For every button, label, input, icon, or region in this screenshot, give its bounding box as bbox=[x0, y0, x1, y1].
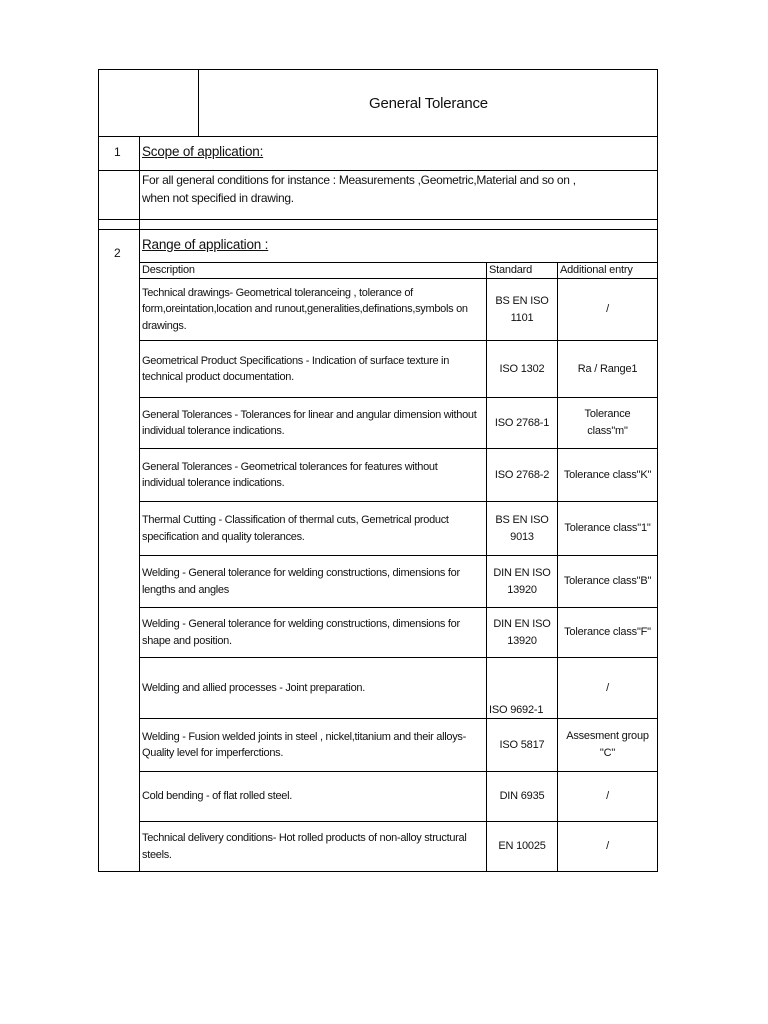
document-title: General Tolerance bbox=[369, 94, 488, 112]
section-2-heading: Range of application : bbox=[142, 237, 269, 252]
title-divider bbox=[198, 69, 199, 137]
title-bottom-line bbox=[98, 136, 658, 137]
scope-bottom-line bbox=[98, 219, 658, 220]
row-7-description: Welding - General tolerance for welding constructions, dimensions for shape and position. bbox=[142, 618, 460, 647]
row-6-additional: Tolerance class"B" bbox=[563, 575, 652, 587]
row-2-description: Geometrical Product Specifications - Indication of surface texture in technical product documentation. bbox=[142, 354, 450, 383]
row-9-description: Welding - Fusion welded joints in steel , nickel,titanium and their alloys- Quality level for imperferctions. bbox=[142, 730, 466, 759]
header-description: Description bbox=[142, 264, 195, 276]
row-4-additional: Tolerance class"K" bbox=[563, 468, 652, 481]
row-10-description: Cold bending - of flat rolled steel. bbox=[142, 790, 293, 803]
row-5-standard: BS EN ISO 9013 bbox=[495, 513, 549, 543]
row-9-additional: Assesment group "C" bbox=[566, 730, 649, 759]
scope-text-line-1: For all general conditions for instance : Measurements ,Geometric,Material and so on , bbox=[142, 173, 576, 187]
row-11-additional: / bbox=[606, 840, 609, 852]
row-11-description: Technical delivery conditions- Hot rolled products of non-alloy structural steels. bbox=[142, 832, 467, 861]
row-1-standard: BS EN ISO 1101 bbox=[495, 294, 549, 324]
row-4-description: General Tolerances - Geometrical tolerances for features without individual tolerance indications. bbox=[142, 460, 438, 489]
row-3-description: General Tolerances - Tolerances for linear and angular dimension without individual tolerance indications. bbox=[142, 408, 477, 437]
row-6-standard: DIN EN ISO 13920 bbox=[493, 566, 551, 596]
row-9-standard: ISO 5817 bbox=[499, 738, 545, 751]
section-1-number: 1 bbox=[114, 145, 121, 159]
section-1-heading: Scope of application: bbox=[142, 144, 264, 159]
row-8-standard: ISO 9692-1 bbox=[489, 704, 544, 716]
row-2-additional: Ra / Range1 bbox=[577, 362, 638, 375]
table-border-bottom bbox=[98, 871, 658, 872]
row-3-standard: ISO 2768-1 bbox=[494, 416, 550, 429]
row-2-standard: ISO 1302 bbox=[499, 362, 545, 375]
row-3-additional: Tolerance class"m" bbox=[584, 408, 631, 437]
row-1-description: Technical drawings- Geometrical toleranceing , tolerance of form,oreintation,location and runout,generalities,definations,symbols on drawings. bbox=[142, 286, 468, 332]
row-5-description: Thermal Cutting - Classification of thermal cuts, Gemetrical product specification and quality tolerances. bbox=[142, 514, 449, 543]
scope-text-line-2: when not specified in drawing. bbox=[142, 191, 294, 205]
number-column-divider bbox=[139, 136, 140, 872]
header-additional-entry: Additional entry bbox=[560, 264, 633, 276]
row-5-additional: Tolerance class"1" bbox=[564, 522, 651, 534]
row-11-standard: EN 10025 bbox=[498, 840, 546, 852]
spacer-line bbox=[98, 229, 658, 230]
table-border-left bbox=[98, 69, 99, 872]
row-8-description: Welding and allied processes - Joint preparation. bbox=[142, 681, 365, 694]
row-6-description: Welding - General tolerance for welding constructions, dimensions for lengths and angles bbox=[142, 567, 460, 596]
section-2-number: 2 bbox=[114, 246, 121, 260]
row-1-additional: / bbox=[606, 303, 609, 315]
table-border-right bbox=[657, 69, 658, 872]
row-7-standard: DIN EN ISO 13920 bbox=[493, 617, 551, 647]
header-standard: Standard bbox=[489, 264, 533, 276]
row-10-standard: DIN 6935 bbox=[499, 790, 545, 802]
row-4-standard: ISO 2768-2 bbox=[494, 468, 550, 481]
row-8-additional: / bbox=[606, 681, 609, 694]
row-10-additional: / bbox=[606, 790, 609, 802]
row-7-additional: Tolerance class"F" bbox=[564, 626, 651, 638]
